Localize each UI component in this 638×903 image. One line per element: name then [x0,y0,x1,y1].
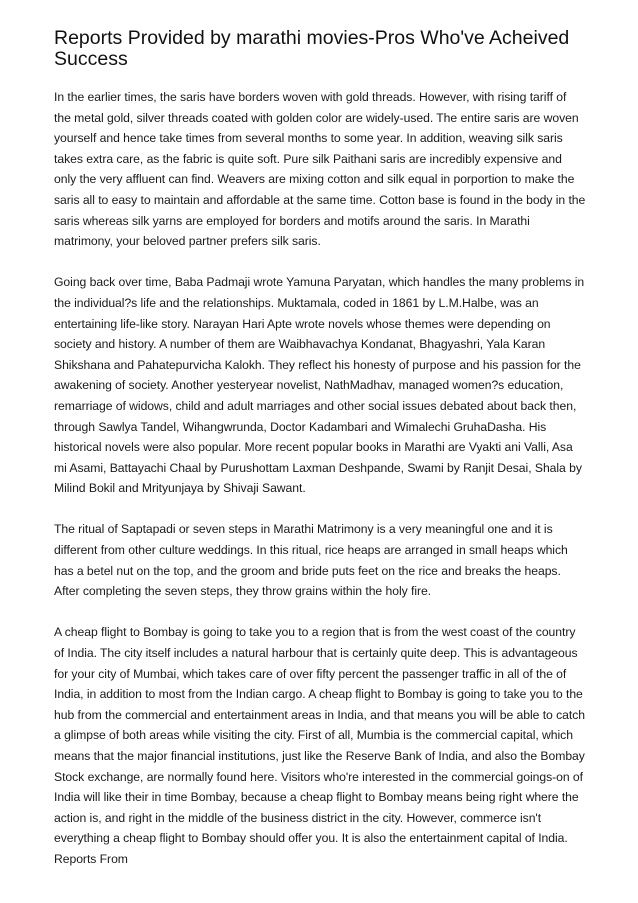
document-page [54,28,586,870]
paragraph-novels: Going back over time, Baba Padmaji wrote Yamuna Paryatan, which handles the many problems in the individual?s life and the relationships. Muktamala, coded in 1861 by L.M.Halbe, was an entertaining life-like story. Narayan Hari Apte wrote novels whose themes were depending on society and history. A number of them are Waibhavachya Kondanat, Bhagyashri, Yala Karan Shikshana and Pahatepurvicha Kalokh. They reflect his honesty of purpose and his passion for the awakening of society. Another yesteryear novelist, NathMadhav, managed women?s education, remarriage of widows, child and adult marriages and other social issues debated about back then, through Sawlya Tandel, Wihangwrunda, Doctor Kadambari and Wimalechi GruhaDasha. His historical novels were also popular. More recent popular books in Marathi are Vyakti ani Valli, Asa mi Asami, Battayachi Chaal by Purushottam Laxman Deshpande, Swami by Ranjit Desai, Shala by Milind Bokil and Mrityunjaya by Shivaji Sawant. [54,275,585,496]
document-title: Reports Provided by marathi movies-Pros Who've Acheived Success [54,27,570,70]
paragraph-saris: In the earlier times, the saris have borders woven with gold threads. However, with rising tariff of the metal gold, silver threads coated with golden color are widely-used. The entire saris are woven yourself and hence take times from several months to some year. In addition, weaving silk saris takes extra care, as the fabric is quite soft. Pure silk Paithani saris are incredibly expensive and only the very affluent can find. Weavers are mixing cotton and silk equal in porportion to make the saris all to easy to maintain and affordable at the same time. Cotton base is found in the body in the saris whereas silk yarns are employed for borders and motifs around the saris. In Marathi matrimony, your beloved partner prefers silk saris. [54,90,586,249]
paragraph-bombay-flight: A cheap flight to Bombay is going to take you to a region that is from the west coast of the country of India. The city itself includes a natural harbour that is certainly quite deep. This is advantageous for your city of Mumbai, which takes care of over fifty percent the passenger traffic in all of the of India, in addition to most from the Indian cargo. A cheap flight to Bombay is going to take you to the hub from the commercial and entertainment areas in India, and that means you will be able to catch a glimpse of both areas while visiting the city. First of all, Mumbia is the commercial capital, which means that the major financial institutions, just like the Reserve Bank of India, and also the Bombay Stock exchange, are normally found here. Visitors who're interested in the commercial goings-on of India will like their in time Bombay, because a cheap flight to Bombay means being right where the action is, and right in the middle of the business district in the city. However, commerce isn't everything a cheap flight to Bombay should offer you. It is also the entertainment capital of India. Reports From [54,625,585,866]
paragraph-saptapadi: The ritual of Saptapadi or seven steps in Marathi Matrimony is a very meaningful one and it is different from other culture weddings. In this ritual, rice heaps are arranged in small heaps which has a betel nut on the top, and the groom and bride puts feet on the rice and breaks the heaps. After completing the seven steps, they throw grains within the holy fire. [54,522,568,599]
